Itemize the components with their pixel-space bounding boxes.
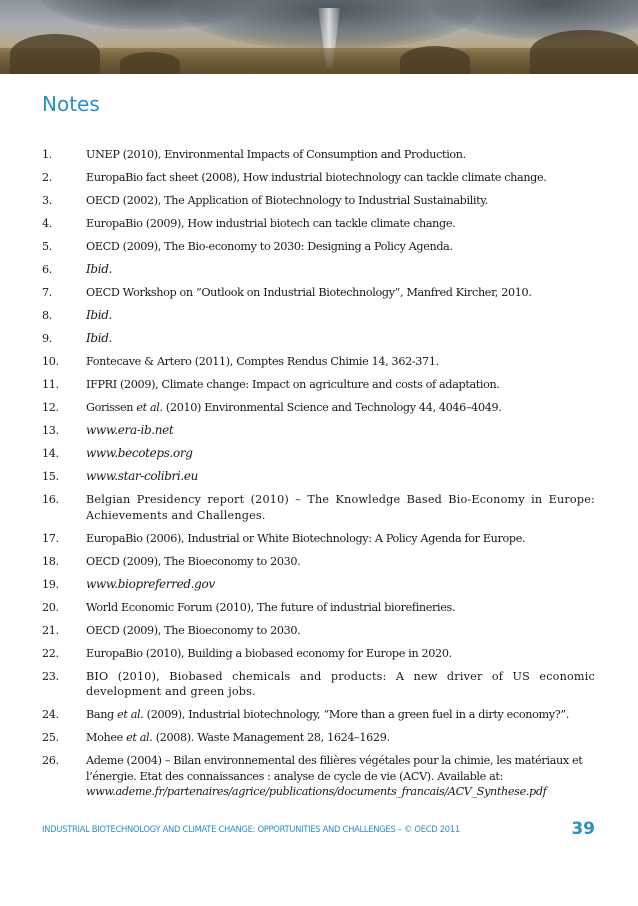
note-item xyxy=(42,469,595,485)
note-number: 26. xyxy=(42,754,59,767)
note-text: OECD (2002), The Application of Biotechnology to Industrial Sustainability. xyxy=(86,194,488,207)
note-text-italic: et al. xyxy=(136,401,163,414)
note-number: 7. xyxy=(42,286,52,299)
note-text: OECD (2009), The Bioeconomy to 2030. xyxy=(86,623,301,637)
note-item xyxy=(42,170,595,186)
page-title: Notes xyxy=(42,92,100,116)
notes-list xyxy=(42,147,595,807)
note-text xyxy=(86,707,595,723)
note-text-italic: et al. xyxy=(117,708,144,721)
note-item xyxy=(42,707,595,723)
note-item xyxy=(42,577,595,593)
note-number: 5. xyxy=(42,240,52,253)
note-link[interactable]: www.biopreferred.gov xyxy=(86,576,215,591)
page-number: 39 xyxy=(571,819,595,839)
note-text: IFPRI (2009), Climate change: Impact on agriculture and costs of adaptation. xyxy=(86,378,500,391)
note-text xyxy=(86,730,595,746)
note-item xyxy=(42,446,595,462)
note-item xyxy=(42,147,595,163)
note-text: OECD (2009), The Bioeconomy to 2030. xyxy=(86,554,301,568)
note-text-after: (2010) Environmental Science and Technology 44, 4046–4049. xyxy=(162,401,502,414)
note-text: Belgian Presidency report (2010) – The Knowledge Based Bio-Economy in Europe: Achievements and Challenges. xyxy=(86,493,595,522)
note-text: OECD (2009), The Bio-economy to 2030: Designing a Policy Agenda. xyxy=(86,240,453,253)
note-text: BIO (2010), Biobased chemicals and products: A new driver of US economic development and green jobs. xyxy=(86,669,595,698)
note-link[interactable]: www.star-colibri.eu xyxy=(86,469,199,483)
note-number: 6. xyxy=(42,263,52,276)
note-item xyxy=(42,531,595,547)
note-number: 3. xyxy=(42,194,52,207)
note-text: EuropaBio (2010), Building a biobased economy for Europe in 2020. xyxy=(86,646,452,660)
note-text: UNEP (2010), Environmental Impacts of Consumption and Production. xyxy=(86,148,466,161)
note-number: 14. xyxy=(42,447,59,460)
note-item xyxy=(42,308,595,324)
note-item xyxy=(42,623,595,639)
note-item xyxy=(42,730,595,746)
note-number: 2. xyxy=(42,171,52,184)
note-number: 15. xyxy=(42,470,59,483)
note-text: Ibid. xyxy=(86,262,113,276)
note-text: Ibid. xyxy=(86,308,113,322)
note-number: 17. xyxy=(42,531,59,545)
note-number: 9. xyxy=(42,332,52,345)
note-number: 1. xyxy=(42,148,52,161)
note-item xyxy=(42,423,595,439)
note-text: Fontecave & Artero (2011), Comptes Rendus Chimie 14, 362-371. xyxy=(86,355,439,368)
note-text-before: Gorissen xyxy=(86,401,137,414)
note-number: 20. xyxy=(42,600,59,614)
note-link[interactable]: www.becoteps.org xyxy=(86,446,193,460)
note-number: 19. xyxy=(42,577,59,591)
note-item xyxy=(42,669,595,700)
footer-text: INDUSTRIAL BIOTECHNOLOGY AND CLIMATE CHANGE: OPPORTUNITIES AND CHALLENGES – © OECD 2011 xyxy=(42,824,460,834)
note-text: EuropaBio (2009), How industrial biotech can tackle climate change. xyxy=(86,217,456,230)
note-item xyxy=(42,600,595,616)
note-item xyxy=(42,554,595,570)
note-item xyxy=(42,285,595,301)
note-number: 23. xyxy=(42,669,59,683)
note-number: 12. xyxy=(42,401,59,414)
note-number: 8. xyxy=(42,309,52,322)
note-text xyxy=(86,753,595,800)
note-number: 10. xyxy=(42,355,59,368)
note-text-line: Ademe (2004) – Bilan environnemental des filières végétales pour la chimie, les matériaux et l’énergie. Etat des connaissances : analyse de cycle de vie (ACV). Available at: xyxy=(86,754,583,783)
note-link[interactable]: www.era-ib.net xyxy=(86,423,174,437)
note-number: 16. xyxy=(42,493,59,506)
note-item xyxy=(42,331,595,347)
note-text xyxy=(86,400,595,416)
note-text: OECD Workshop on “Outlook on Industrial Biotechnology”, Manfred Kircher, 2010. xyxy=(86,286,532,299)
note-number: 24. xyxy=(42,708,59,721)
header-banner-image xyxy=(0,0,638,74)
page-footer xyxy=(42,818,595,840)
note-number: 13. xyxy=(42,424,59,437)
note-item xyxy=(42,193,595,209)
note-item xyxy=(42,239,595,255)
note-item xyxy=(42,262,595,278)
note-number: 11. xyxy=(42,378,59,391)
note-item xyxy=(42,492,595,523)
note-link[interactable]: www.ademe.fr/partenaires/agrice/publications/documents_francais/ACV_Synthese.pdf xyxy=(86,785,547,798)
note-item xyxy=(42,646,595,662)
note-number: 18. xyxy=(42,554,59,568)
note-number: 22. xyxy=(42,646,59,660)
note-text: World Economic Forum (2010), The future of industrial biorefineries. xyxy=(86,600,456,614)
note-text-before: Bang xyxy=(86,708,118,721)
note-item xyxy=(42,753,595,800)
note-text-after: (2008). Waste Management 28, 1624–1629. xyxy=(152,731,390,744)
note-number: 21. xyxy=(42,623,59,637)
note-text: EuropaBio (2006), Industrial or White Biotechnology: A Policy Agenda for Europe. xyxy=(86,531,526,545)
note-text: EuropaBio fact sheet (2008), How industrial biotechnology can tackle climate change. xyxy=(86,171,547,184)
note-text-italic: et al. xyxy=(126,731,153,744)
note-text-after: (2009), Industrial biotechnology, “More than a green fuel in a dirty economy?”. xyxy=(143,708,569,721)
note-number: 4. xyxy=(42,217,52,230)
note-text: Ibid. xyxy=(86,331,113,345)
note-text-before: Mohee xyxy=(86,731,127,744)
note-item xyxy=(42,400,595,416)
note-item xyxy=(42,377,595,393)
note-item xyxy=(42,216,595,232)
note-item xyxy=(42,354,595,370)
note-number: 25. xyxy=(42,731,59,744)
